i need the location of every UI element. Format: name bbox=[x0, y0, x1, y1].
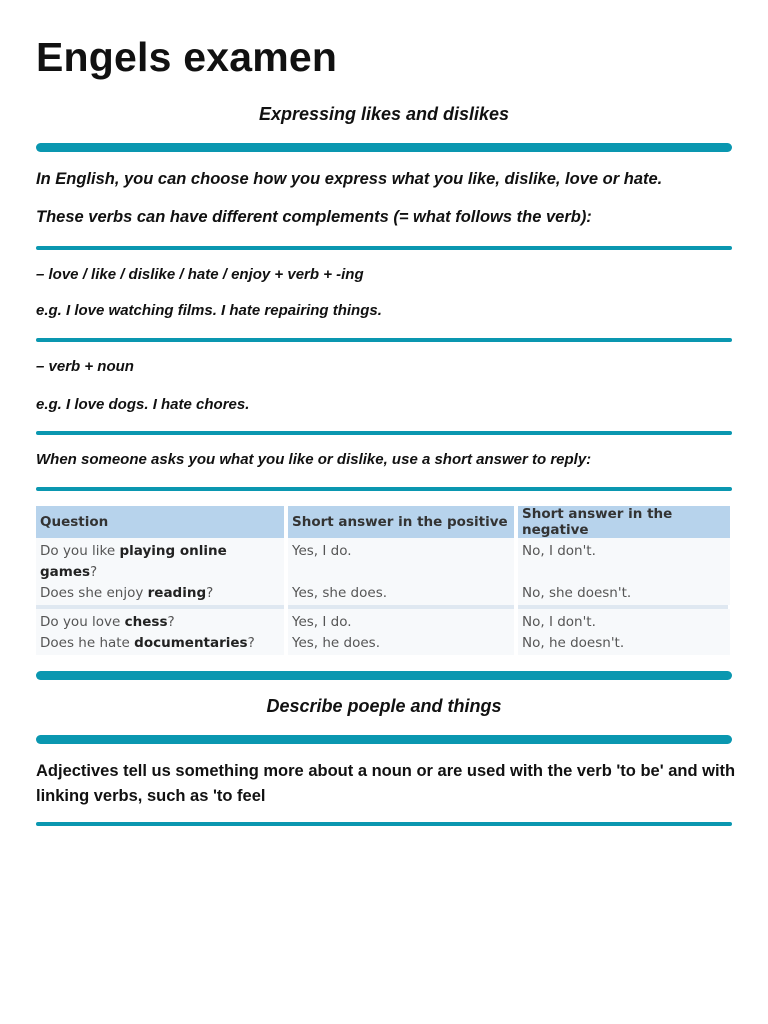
divider bbox=[36, 431, 732, 435]
negative-answer-2: No, she doesn't. bbox=[522, 585, 632, 601]
short-answer-table bbox=[36, 506, 732, 655]
adjectives-text: Adjectives tell us something more about a noun or are used with the verb 'to be' and with linking verbs, such as 'to feel bbox=[36, 762, 736, 805]
positive-cell bbox=[286, 538, 516, 605]
question-cell bbox=[36, 538, 286, 605]
column-header-positive: Short answer in the positive bbox=[286, 506, 516, 538]
question-2: Does she enjoy reading? bbox=[40, 585, 214, 601]
positive-answer-1: Yes, I do. bbox=[292, 614, 352, 630]
short-answer-intro: When someone asks you what you like or dislike, use a short answer to reply: bbox=[36, 451, 592, 468]
positive-answer-2: Yes, she does. bbox=[292, 585, 388, 601]
negative-answer-1: No, I don't. bbox=[522, 543, 596, 559]
negative-cell bbox=[516, 609, 730, 655]
negative-answer-2: No, he doesn't. bbox=[522, 635, 625, 651]
divider bbox=[36, 487, 732, 491]
table-row bbox=[36, 538, 730, 605]
section-heading-likes: Expressing likes and dislikes bbox=[258, 104, 510, 124]
intro-text: In English, you can choose how you express what you like, dislike, love or hate. bbox=[36, 170, 663, 188]
divider bbox=[36, 822, 732, 826]
question-cell bbox=[36, 609, 286, 655]
question-1: Do you like playing online games? bbox=[40, 543, 227, 580]
rule-verb-ing: – love / like / dislike / hate / enjoy + verb + -ing bbox=[36, 266, 364, 283]
positive-cell bbox=[286, 609, 516, 655]
page-title: Engels examen bbox=[36, 34, 338, 80]
divider bbox=[36, 671, 732, 680]
example-verb-ing: e.g. I love watching films. I hate repairing things. bbox=[36, 302, 382, 319]
divider bbox=[36, 735, 732, 744]
divider bbox=[36, 143, 732, 152]
question-2: Does he hate documentaries? bbox=[40, 635, 255, 651]
negative-answer-1: No, I don't. bbox=[522, 614, 596, 630]
positive-answer-2: Yes, he does. bbox=[292, 635, 380, 651]
divider bbox=[36, 246, 732, 250]
question-1: Do you love chess? bbox=[40, 614, 175, 630]
divider bbox=[36, 338, 732, 342]
positive-answer-1: Yes, I do. bbox=[292, 543, 352, 559]
column-header-question: Question bbox=[36, 506, 286, 538]
rule-verb-noun: – verb + noun bbox=[36, 358, 134, 375]
table-header-row bbox=[36, 506, 730, 538]
table-row bbox=[36, 609, 730, 655]
negative-cell bbox=[516, 538, 730, 605]
complements-text: These verbs can have different complements (= what follows the verb): bbox=[36, 208, 592, 226]
example-verb-noun: e.g. I love dogs. I hate chores. bbox=[36, 396, 250, 413]
section-heading-describe: Describe poeple and things bbox=[266, 696, 502, 716]
column-header-negative: Short answer in the negative bbox=[516, 506, 730, 538]
